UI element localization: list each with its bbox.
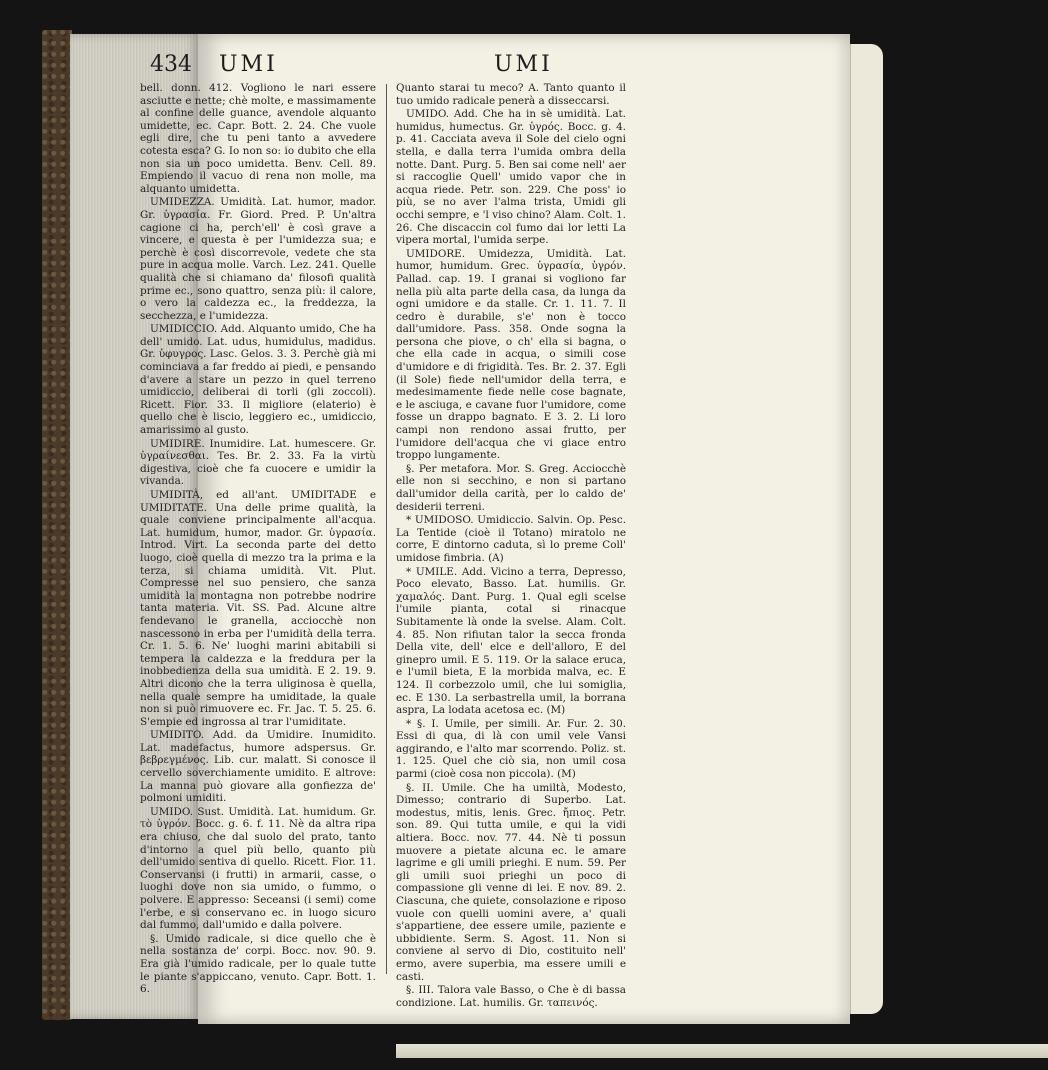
entry-paragraph: UMIDIRE. Inumidire. Lat. humescere. Gr. ὑγραίνεσθαι. Tes. Br. 2. 33. Fa la virtù digestiva, cioè che fa cuocere e umidir la vivanda. bbox=[140, 437, 376, 488]
left-headword: UMI bbox=[219, 52, 278, 77]
entry-paragraph: UMIDITO. Add. da Umidire. Inumidito. Lat. madefactus, humore adspersus. Gr. βεβρεγμένος. Lib. cur. malatt. Si conosce il cervello soverchiamente umidito. E altrove: La manna può giovare alla gonfiezza de' polmoni umiditi. bbox=[140, 729, 376, 805]
book-cover-edge bbox=[42, 30, 72, 1020]
left-running-head bbox=[150, 52, 278, 77]
right-column bbox=[396, 82, 626, 1009]
entry-paragraph: bell. donn. 412. Vogliono le nari essere asciutte e nette; chè molte, e massimamente al confine delle guance, avendole alquanto umidette, ec. Capr. Bott. 2. 24. Che vuole egli dire, che tu peni tanto a avvedere cotesta esca? G. Io non so: io dubito che ella non sia un poco umidetta. Benv. Cell. 89. Empiendo il vacuo di rena non molle, ma alquanto umidetta. bbox=[140, 82, 376, 195]
left-column bbox=[140, 82, 376, 996]
column-divider bbox=[386, 84, 387, 974]
entry-paragraph: * UMILE. Add. Vicino a terra, Depresso, Poco elevato, Basso. Lat. humilis. Gr. χαμαλός. Dant. Purg. 1. Qual egli scelse l'umile pianta, cotal si rinacque Subitamente là onde la svelse. Alam. Colt. 4. 85. Non rifiutan talor la secca fronda Della vite, dell' elce e dell'alloro, E del ginepro umil. E 5. 119. Or la salace eruca, e l'umil bieta, E la morbida malva, ec. E 124. Il corbezzolo umil, che lui somiglia, ec. E 130. La serbastrella umil, la borrana aspra, La lodata acetosa ec. (M) bbox=[396, 565, 626, 717]
entry-paragraph: Quanto starai tu meco? A. Tanto quanto il tuo umido radicale penerà a disseccarsi. bbox=[396, 82, 626, 107]
entry-paragraph: UMIDICCIO. Add. Alquanto umido, Che ha dell' umido. Lat. udus, humidulus, madidus. Gr. ὑφυγρος. Lasc. Gelos. 3. 3. Perchè già mi cominciava a far freddo ai piedi, e pensando d'avere a stare un pezzo in quel terreno umidiccio, deliberai di torli (gli zoccoli). Ricett. Fior. 33. Il migliore (elaterio) è quello che è liscio, leggiero ec., umidiccio, amarissimo al gusto. bbox=[140, 323, 376, 437]
entry-paragraph: * §. I. Umile, per simili. Ar. Fur. 2. 30. Essi di qua, di là con umil vele Vansi aggirando, e l'alto mar scorrendo. Poliz. st. 1. 125. Quel che ciò sia, non umil cosa parmi (cioè cosa non piccola). (M) bbox=[396, 717, 626, 781]
entry-paragraph: * UMIDOSO. Umidiccio. Salvin. Op. Pesc. La Tentide (cioè il Totano) miratolo ne corre, E dintorno caduta, sì lo preme Coll' umidose fimbria. (A) bbox=[396, 514, 626, 564]
entry-paragraph: §. II. Umile. Che ha umiltà, Modesto, Dimesso; contrario di Superbo. Lat. modestus, mitis, lenis. Grec. ἤπιος. Petr. son. 89. Qui tutta umile, e qui la vidi altiera. Bocc. nov. 77. 44. Nè ti possun muovere a pietate alcuna ec. le amare lagrime e gli umili prieghi. E num. 59. Per gli umili suoi prieghi un poco di compassione gli venne di lei. E nov. 89. 2. Ciascuna, che quiete, consolazione e riposo vuole con quelli uomini avere, a' quali s'appartiene, dee essere umile, paziente e ubbidiente. Serm. S. Agost. 11. Non si conviene al servo di Dio, costituito nell' ermo, avere superbia, ma essere umili e casti. bbox=[396, 781, 626, 983]
entry-paragraph: UMIDEZZA. Umidità. Lat. humor, mador. Gr. ὑγρασία. Fr. Giord. Pred. P. Un'altra cagione ci ha, perch'ell' è così grave a vincere, e questa è per l'umidezza sua; e perchè è così discorrevole, vedete che sta pure in acqua molle. Varch. Lez. 241. Quelle qualità che si chiamano da' filosofi qualità prime ec., sono quattro, senza più: il calore, o vero la caldezza ec., la freddezza, la secchezza, e l'umidezza. bbox=[140, 196, 376, 322]
facing-page-edge bbox=[850, 44, 883, 1014]
entry-paragraph: UMIDORE. Umidezza, Umidità. Lat. humor, humidum. Grec. ὑγρασία, ὑγρόν. Pallad. cap. 19. I granai si vogliono far nella più alta parte della casa, da lunga da ogni umidore e da stalle. Cr. 1. 11. 7. Il cedro è durabile, s'e' non è tocco dall'umidore. Pass. 358. Onde sogna la persona che piove, o ch' ella si bagna, o che ella cade in acqua, o simili cose d'umidore e di frigidità. Tes. Br. 2. 37. Egli (il Sole) fiede nell'umidor della terra, e medesimamente fiede nelle cose bagnate, e le asciuga, e cavane fuor l'umidore, come fosse un drappo bagnato. E 3. 2. Li loro campi non rendono assai frutto, per l'umidore dell'acqua che vi giace entro troppo lungamente. bbox=[396, 247, 626, 462]
entry-paragraph: UMIDITÀ, ed all'ant. UMIDITADE e UMIDITATE. Una delle prime qualità, la quale conviene principalmente all'acqua. Lat. humidum, humor, mador. Gr. ὑγρασία. Introd. Virt. La seconda parte del detto luogo, cioè quella di mezzo tra la prima e la terza, si chiama umidità. Vit. Plut. Compresse nel suo pensiero, che sanza umidità la montagna non potrebbe nodrire tanta materia. Vit. SS. Pad. Alcune altre fendevano le granella, acciocchè non nascessono in erba per l'umidità della terra. Cr. 1. 5. 6. Ne' luoghi marini abitabili si tempera la caldezza e la freddura per la inobbedienza della sua umidità. E 2. 19. 9. Altri dicono che la terra uliginosa è quella, nella quale sempre ha umiditade, la quale non si può rimuovere ec. Fr. Jac. T. 5. 25. 6. S'empie ed ingrossa al trar l'umiditate. bbox=[140, 489, 376, 728]
page-bottom-shadow bbox=[396, 1044, 1048, 1058]
page-number: 434 bbox=[150, 52, 192, 77]
entry-paragraph: §. Per metafora. Mor. S. Greg. Acciocchè elle non si secchino, e non si partano dall'umidor della carità, per lo caldo de' desiderii terreni. bbox=[396, 462, 626, 513]
entry-paragraph: UMIDO. Sust. Umidità. Lat. humidum. Gr. τὸ ὑγρόν. Bocc. g. 6. f. 11. Nè da altra ripa era chiuso, che dal suolo del prato, tanto d'intorno a quel più bello, quanto più dell'umido sentiva di quello. Ricett. Fior. 11. Conservansi (i frutti) in armarii, casse, o luoghi dove non sia umido, o fummo, o polvere. E appresso: Seceansi (i semi) come l'erbe, e si conservano ec. in luogo sicuro dal fummo, dall'umido e dalla polvere. bbox=[140, 805, 376, 932]
right-running-head: UMI bbox=[494, 52, 553, 77]
entry-paragraph: UMIDO. Add. Che ha in sè umidità. Lat. humidus, humectus. Gr. ὑγρός. Bocc. g. 4. p. 41. Cacciata aveva il Sole del cielo ogni stella, e dalla terra l'umida ombra della notte. Dant. Purg. 5. Ben sai come nell' aer si raccoglie Quell' umido vapor che in acqua riede. Petr. son. 229. Che poss' io più, se no aver l'alma trista, Umidi gli occhi sempre, e 'l viso chino? Alam. Colt. 1. 26. Che discaccin col fumo dai lor letti La vipera mortal, l'umida serpe. bbox=[396, 108, 626, 247]
entry-paragraph: §. III. Talora vale Basso, o Che è di bassa condizione. Lat. humilis. Gr. ταπεινός. bbox=[396, 984, 626, 1009]
entry-paragraph: §. Umido radicale, si dice quello che è nella sostanza de' corpi. Bocc. nov. 90. 9. Era già l'umido radicale, per lo quale tutte le piante s'appiccano, venuto. Capr. Bott. 1. 6. bbox=[140, 932, 376, 996]
